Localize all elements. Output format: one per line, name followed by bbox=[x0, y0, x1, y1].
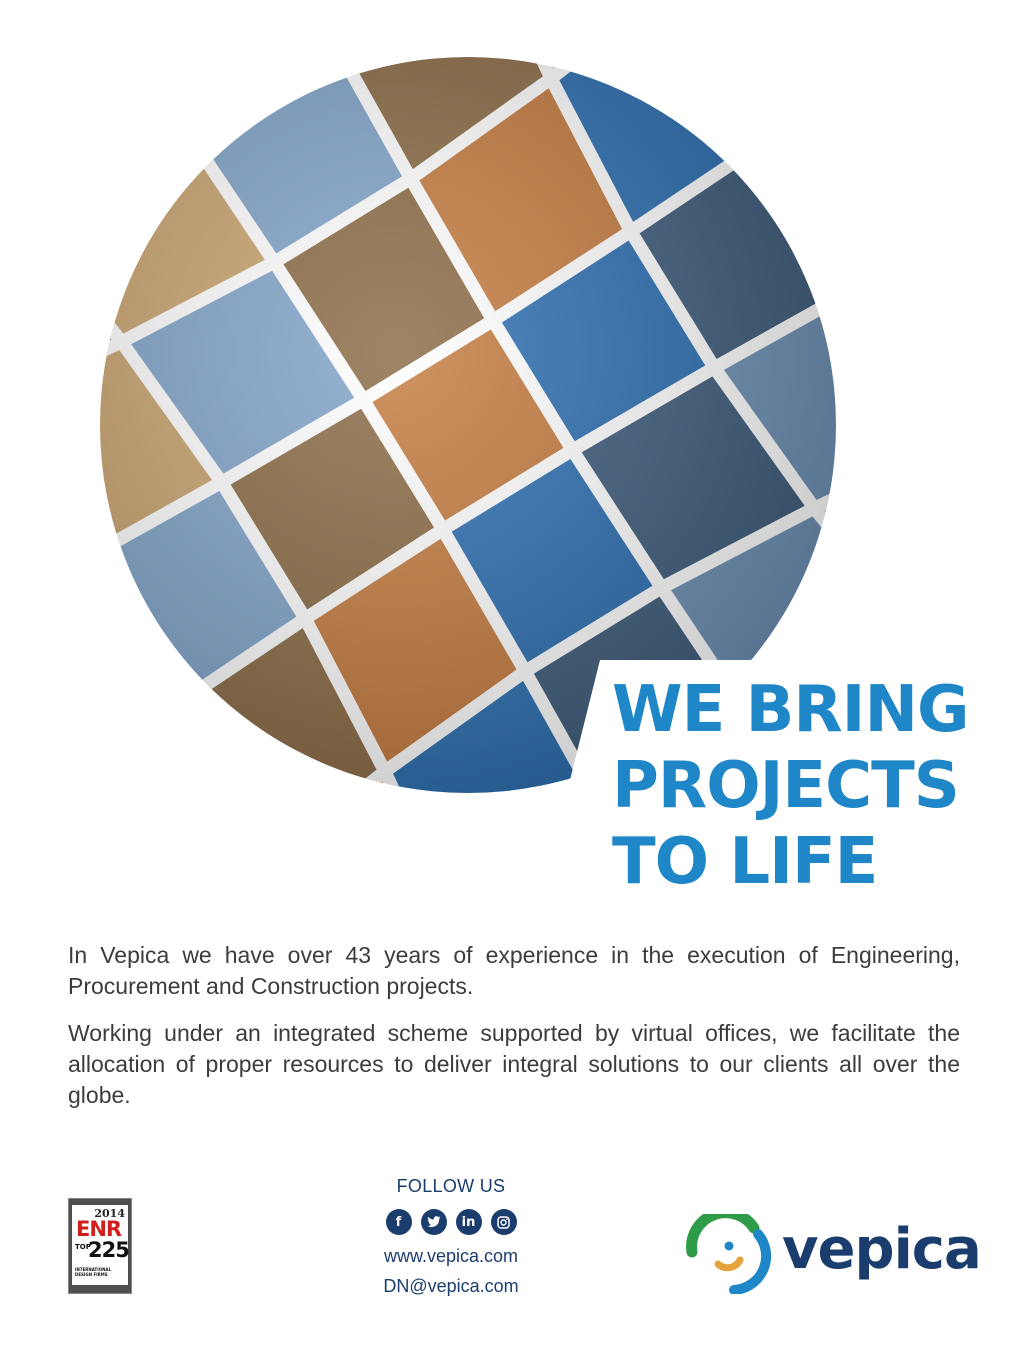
enr-badge-name: ENR bbox=[76, 1217, 122, 1241]
project-photo-tile bbox=[1004, 311, 1024, 590]
project-photo-tile bbox=[17, 0, 313, 96]
enr-badge-panel bbox=[72, 1205, 128, 1285]
project-photo-tile bbox=[0, 580, 139, 820]
intro-paragraph: Working under an integrated scheme supported by virtual offices, we facilitate the allocation of proper resources to deliver integral solutions to our clients all over the globe. bbox=[68, 1020, 960, 1108]
enr-badge-year: 2014 bbox=[94, 1207, 125, 1220]
linkedin-icon[interactable]: in bbox=[456, 1209, 482, 1235]
follow-us-title: FOLLOW US bbox=[396, 1176, 506, 1196]
project-photo-tile bbox=[0, 730, 220, 820]
social-icons bbox=[340, 1209, 562, 1235]
intro-text bbox=[68, 940, 960, 1127]
headline-line: PROJECTS bbox=[612, 749, 959, 823]
follow-us-section bbox=[340, 1176, 562, 1301]
enr-badge-subtitle: INTERNATIONAL DESIGN FIRMS bbox=[75, 1267, 112, 1277]
intro-paragraph: In Vepica we have over 43 years of experience in the execution of Engineering, Procurement and Construction projects. bbox=[68, 942, 960, 999]
project-photo-tile bbox=[0, 430, 47, 705]
project-photo-tile bbox=[716, 0, 1012, 120]
vepica-swirl-icon bbox=[682, 1214, 778, 1294]
twitter-icon[interactable] bbox=[421, 1209, 447, 1235]
headline-line: WE BRING bbox=[612, 673, 969, 747]
enr-badge-top: TOP bbox=[75, 1243, 91, 1251]
project-photo-tile bbox=[0, 0, 163, 177]
email-link[interactable]: DN@vepica.com bbox=[383, 1276, 519, 1296]
instagram-icon[interactable] bbox=[491, 1209, 517, 1235]
project-photo-tile bbox=[814, 420, 1024, 673]
project-photo-tile bbox=[797, 0, 1024, 270]
enr-badge-rank: 225 bbox=[88, 1238, 129, 1262]
project-photo-tile bbox=[889, 145, 1024, 420]
vepica-wordmark: vepica bbox=[782, 1217, 981, 1282]
project-photo-tile bbox=[188, 0, 463, 4]
facebook-icon[interactable]: f bbox=[386, 1209, 412, 1235]
enr-top225-badge bbox=[68, 1198, 132, 1294]
website-link[interactable]: www.vepica.com bbox=[383, 1246, 519, 1266]
headline-line: TO LIFE bbox=[612, 825, 878, 899]
headline bbox=[612, 672, 969, 900]
